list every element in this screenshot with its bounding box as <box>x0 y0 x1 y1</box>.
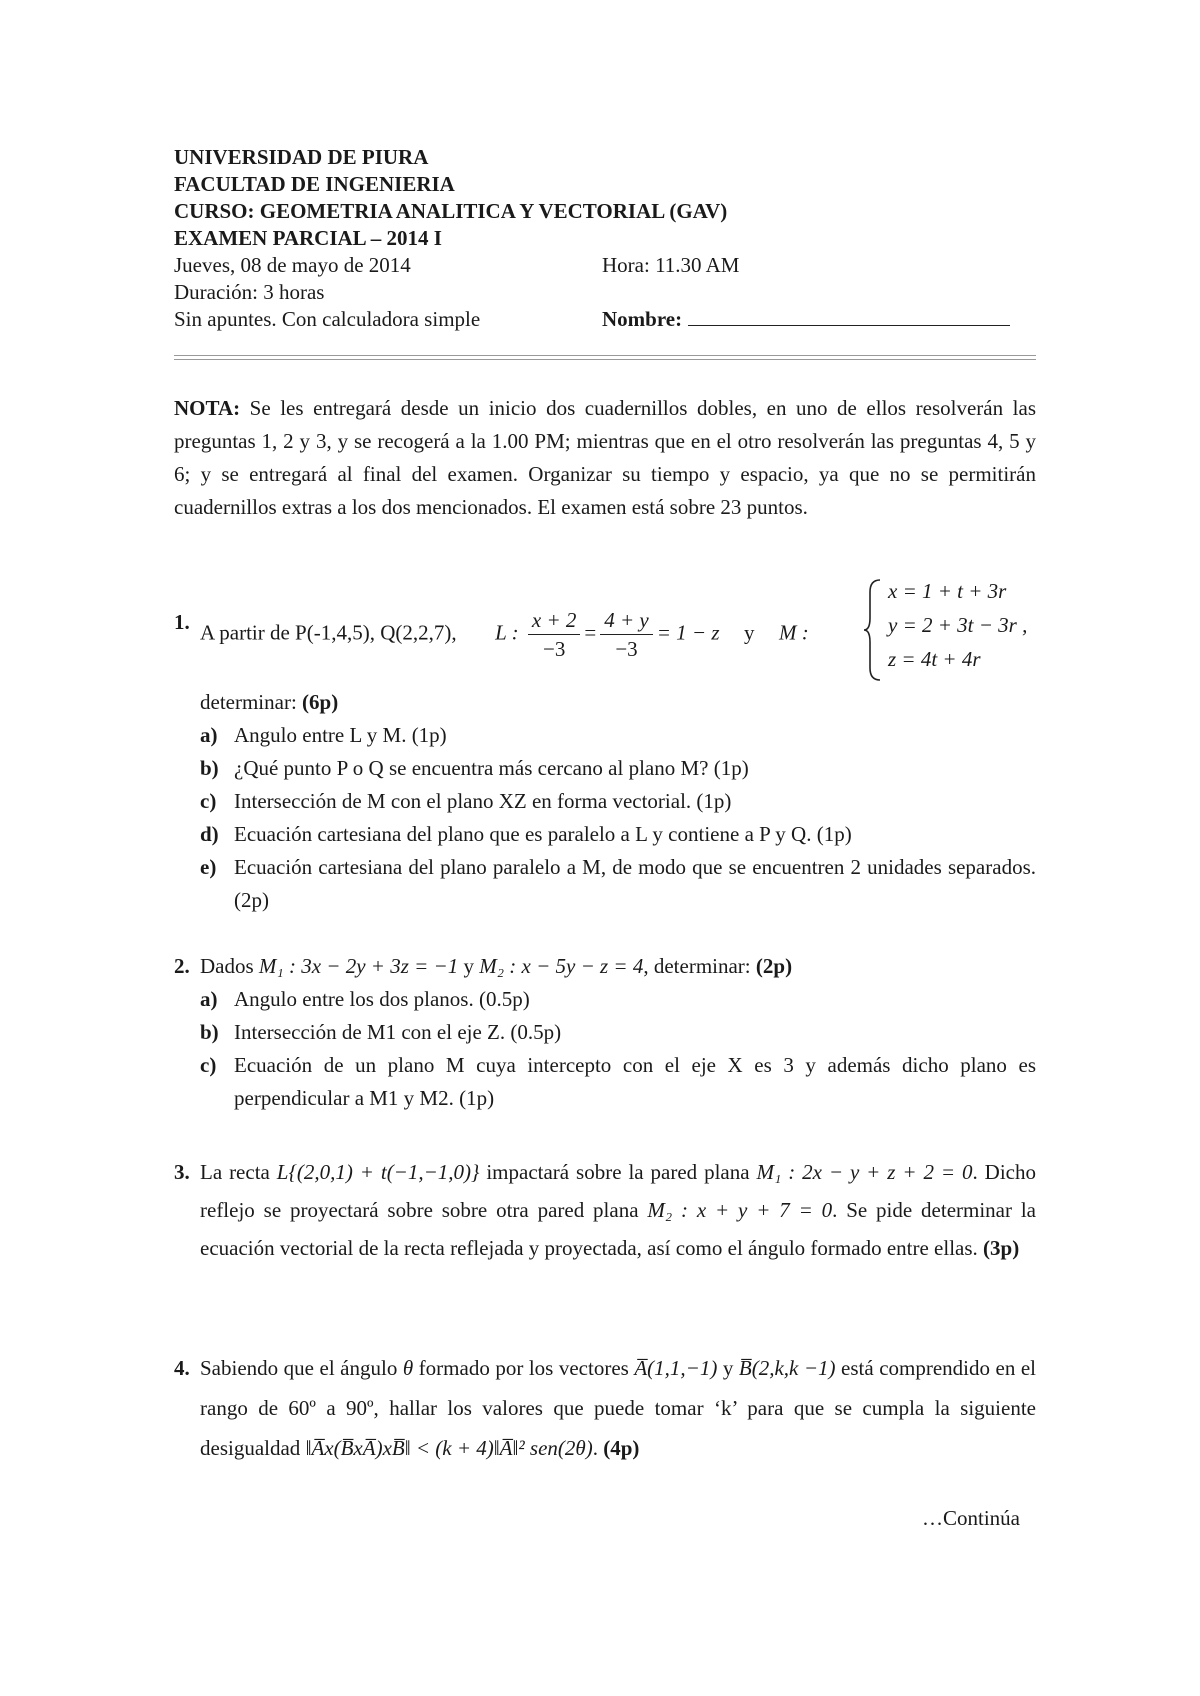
q2-subquestion-a <box>200 983 1036 1016</box>
subquestion-text: Ecuación cartesiana del plano paralelo a M, de modo que se encuentren 2 unidades separados. (2p) <box>234 855 1036 912</box>
q3-text: impactará sobre la pared plana <box>479 1160 757 1184</box>
q4-text: formado por los vectores <box>413 1356 635 1380</box>
question-3 <box>174 1153 1036 1267</box>
subquestion-text: Ecuación cartesiana del plano que es paralelo a L y contiene a P y Q. (1p) <box>234 822 852 846</box>
university-name: UNIVERSIDAD DE PIURA <box>174 145 429 169</box>
subquestion-label: d) <box>200 822 219 846</box>
course-name: CURSO: GEOMETRIA ANALITICA Y VECTORIAL (GAV) <box>174 199 728 223</box>
subquestion-label: e) <box>200 855 217 879</box>
exam-header <box>174 144 1036 333</box>
line-L-label: L : <box>495 620 519 645</box>
subquestion-text: Intersección de M1 con el eje Z. (0.5p) <box>234 1020 562 1044</box>
subquestion-label: c) <box>200 1053 217 1077</box>
q4-text: y <box>717 1356 739 1380</box>
q4-text: está comprendido en el rango de 60º a 90º, hallar los valores que puede tomar ‘k’ para que se cumpla la siguiente desigualdad <box>200 1356 1036 1460</box>
name-field[interactable] <box>602 306 1010 333</box>
subquestion-text: Angulo entre L y M. (1p) <box>234 723 447 747</box>
q1-subquestion-b <box>200 752 1036 785</box>
question-number: 2. <box>174 954 190 978</box>
system-row-x: x = 1 + t + 3r <box>888 579 1007 603</box>
q1-subquestion-list <box>200 719 1036 917</box>
duration-row <box>174 279 1036 306</box>
q1-subquestion-a <box>200 719 1036 752</box>
q1-points: (6p) <box>302 690 339 714</box>
q2-text: Dados <box>200 954 259 978</box>
q3-points: (3p) <box>983 1236 1020 1260</box>
q1-determinar: determinar: <box>200 690 303 714</box>
q1-intro: A partir de P(-1,4,5), Q(2,2,7), <box>200 620 457 645</box>
subquestion-text: Intersección de M con el plano XZ en forma vectorial. (1p) <box>234 789 732 813</box>
system-row-y: y = 2 + 3t − 3r , <box>888 613 1028 637</box>
vector-B: B̅(2,k,k −1) <box>738 1356 836 1380</box>
plane-M-system <box>888 574 1058 676</box>
exam-time: Hora: 11.30 AM <box>602 253 740 277</box>
continues-note: …Continúa <box>922 1506 1020 1530</box>
subquestion-label: b) <box>200 1020 219 1044</box>
plane-M2-equation: M₂ : x − 5y − z = 4 <box>479 954 644 978</box>
q2-text: y <box>458 954 480 978</box>
line-L-vector: L{(2,0,1) + t(−1,−1,0)} <box>276 1160 480 1184</box>
plane-M1-equation: M₁ : 3x − 2y + 3z = −1 <box>258 954 459 978</box>
q4-text: . <box>592 1436 604 1460</box>
q4-points: (4p) <box>603 1436 640 1460</box>
exam-date: Jueves, 08 de mayo de 2014 <box>174 253 411 277</box>
q1-subquestion-c <box>200 785 1036 818</box>
conditions-row <box>174 306 1036 333</box>
exam-duration: Duración: 3 horas <box>174 280 325 304</box>
plane-M1-equation: M₁ : 2x − y + z + 2 = 0 <box>756 1160 973 1184</box>
q1-subquestion-d <box>200 818 1036 851</box>
question-2 <box>174 950 1036 1115</box>
plane-M2-equation: M₂ : x + y + 7 = 0 <box>647 1198 833 1222</box>
name-label: Nombre: <box>602 307 683 331</box>
question-number: 4. <box>174 1356 190 1380</box>
subquestion-label: c) <box>200 789 217 813</box>
name-blank-line[interactable] <box>688 307 1010 326</box>
question-1-parts <box>200 686 1036 917</box>
subquestion-label: b) <box>200 756 219 780</box>
q2-text: , determinar: <box>643 954 756 978</box>
header-divider-top <box>174 355 1036 356</box>
exam-title: EXAMEN PARCIAL – 2014 I <box>174 226 442 250</box>
q1-subquestion-e <box>200 851 1036 917</box>
plane-M-label: M : <box>779 620 809 645</box>
system-row-z: z = 4t + 4r <box>888 647 981 671</box>
q3-text: . Se pide determinar la ecuación vectorial de la recta reflejada y proyectada, así como el ángulo formado entre ellas. <box>200 1198 1036 1260</box>
fraction-1: $\frac{x + 2}{-3}$ <box>528 606 581 663</box>
q2-subquestion-list <box>200 983 1036 1115</box>
system-brace-icon <box>862 578 884 682</box>
inequality: ‖A̅x(B̅xA̅)xB̅‖ < (k + 4)‖A̅‖² sen(2θ) <box>305 1436 593 1460</box>
q2-subquestion-b <box>200 1016 1036 1049</box>
faculty-name: FACULTAD DE INGENIERIA <box>174 172 455 196</box>
date-row <box>174 252 1036 279</box>
exam-conditions: Sin apuntes. Con calculadora simple <box>174 307 481 331</box>
note-text: Se les entregará desde un inicio dos cuadernillos dobles, en uno de ellos resolverán las preguntas 1, 2 y 3, y se recogerá a la 1.00 PM; mientras que en el otro resolverán las preguntas 4, 5 y 6; y se entregará al final del examen. Organizar su tiempo y espacio, ya que no se permitirán cuadernillos extras a los dos mencionados. El examen está sobre 23 puntos. <box>174 396 1036 519</box>
subquestion-label: a) <box>200 987 218 1011</box>
exam-note <box>174 392 1036 524</box>
note-label: NOTA: <box>174 396 241 420</box>
fraction-2: $\frac{4 + y}{-3}$ <box>600 606 653 663</box>
line-L-tail: = 1 − z <box>656 620 720 645</box>
q4-text: Sabiendo que el ángulo <box>200 1356 403 1380</box>
subquestion-text: ¿Qué punto P o Q se encuentra más cercano al plano M? (1p) <box>234 756 749 780</box>
q3-text: . Dicho reflejo se proyectará sobre sobre otra pared plana <box>200 1160 1036 1222</box>
q3-text: La recta <box>200 1160 277 1184</box>
q2-points: (2p) <box>755 954 793 978</box>
question-number: 1. <box>174 610 190 634</box>
header-divider-bottom <box>174 359 1036 360</box>
question-1-statement: 1. A partir de P(-1,4,5), Q(2,2,7), L : $\frac{x + 2}{-3}$ = $\frac{4 + y}{-3}$ = 1 − z y M : <box>174 608 809 661</box>
vector-A: A̅(1,1,−1) <box>634 1356 718 1380</box>
theta-symbol: θ <box>402 1356 414 1380</box>
q2-subquestion-c <box>200 1049 1036 1115</box>
and-word: y <box>744 620 755 645</box>
question-4 <box>174 1348 1036 1468</box>
subquestion-text: Angulo entre los dos planos. (0.5p) <box>234 987 530 1011</box>
subquestion-text: Ecuación de un plano M cuya intercepto con el eje X es 3 y además dicho plano es perpendicular a M1 y M2. (1p) <box>234 1053 1036 1110</box>
subquestion-label: a) <box>200 723 218 747</box>
question-number: 3. <box>174 1160 190 1184</box>
